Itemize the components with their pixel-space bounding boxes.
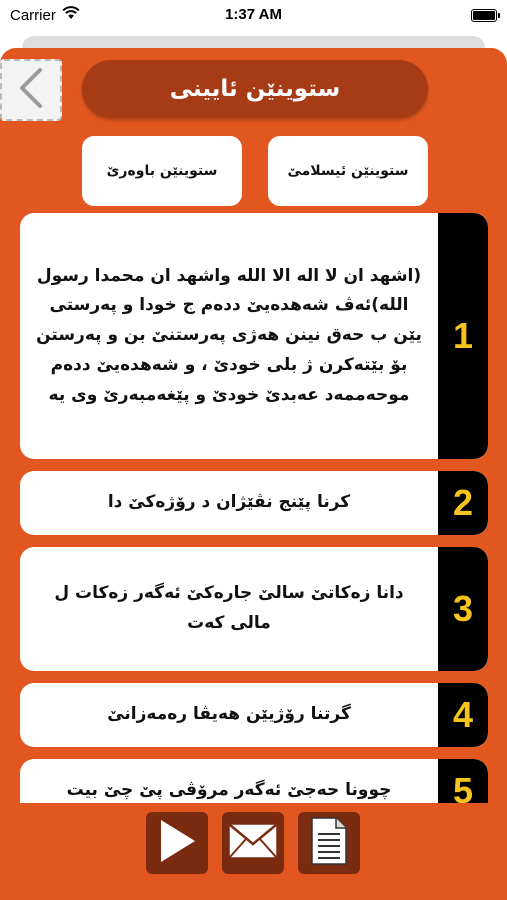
page-title [82,60,428,118]
list-item [20,547,488,671]
item-text: دانا زەکاتێ سالێ جارەکێ ئەگەر زەکات ل مالی کەت [54,583,404,633]
list-item [20,213,488,459]
document-button[interactable] [298,812,360,874]
battery-icon [471,9,497,22]
envelope-icon [227,822,279,864]
item-text: گرتنا رۆژیێن هەیڤا رەمەزانێ [107,704,351,725]
pillars-list[interactable] [20,213,490,803]
item-text: چوونا حەجێ ئەگەر مرۆڤی پێ چێ بیت [66,780,392,801]
carrier-label: Carrier [10,6,56,24]
list-item [20,683,488,747]
item-number: 1 [438,213,488,459]
play-icon [155,817,199,869]
tab-belief-label: ستوینێن باوەرێ [106,163,218,179]
status-left [10,6,80,24]
tab-belief-pillars[interactable] [82,136,242,206]
back-button[interactable] [0,59,62,121]
document-icon [309,816,349,870]
item-number: 4 [438,683,488,747]
list-item [20,759,488,803]
status-bar [0,0,507,30]
item-number: 3 [438,547,488,671]
item-text: کرنا پێنج نڤێژان د رۆژەکێ دا [107,492,351,513]
item-number: 2 [438,471,488,535]
chevron-left-icon [16,67,46,113]
play-button[interactable] [146,812,208,874]
item-number: 5 [438,759,488,803]
item-text: (اشهد ان لا اله الا الله واشهد ان محمدا رسول الله)ئەڤ شەهدەیێ ددەم ج خودا و پەرستی یێن ب حەق نینن هەژی پەرستنێ بن و پەرستن بۆ بێتەکرن ژ بلی خودێ ، و شەهدەیێ ددەم موحەممەد عەبدێ خودێ و پێغەمبەرێ وی یە [36,265,422,405]
tab-islamic-pillars[interactable] [268,136,428,206]
clock: 1:37 AM [225,6,282,23]
tab-islamic-label: ستوینێن ئیسلامێ [287,163,409,179]
page-title-text: ستوینێن ئایینی [169,76,341,102]
wifi-icon [62,6,80,24]
bottom-toolbar [0,803,507,900]
list-item [20,471,488,535]
mail-button[interactable] [222,812,284,874]
